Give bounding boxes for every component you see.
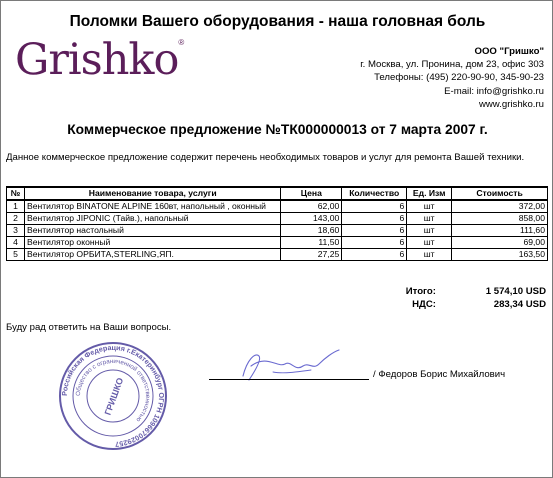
row-quantity: 6 [342, 237, 407, 249]
company-name: ООО "Гришко" [474, 46, 544, 57]
company-info [360, 45, 544, 111]
row-name: Вентилятор JIPONIC (Тайв.), напольный [24, 213, 280, 225]
row-name: Вентилятор BINATONE ALPINE 160вт, напольный , оконный [24, 200, 280, 213]
intro-text: Данное коммерческое предложение содержит перечень необходимых товаров и услуг для ремонта Вашей техники. [6, 152, 525, 163]
stamp-inner-text: Общество с ограниченной ответственностью [74, 357, 152, 424]
row-quantity: 6 [342, 225, 407, 237]
stamp-center-text: ГРИШКО [102, 376, 126, 417]
totals-block [381, 285, 546, 311]
row-quantity: 6 [342, 249, 407, 261]
row-name: Вентилятор настольный [24, 225, 280, 237]
row-number: 5 [7, 249, 25, 261]
signer-name: / Федоров Борис Михайлович [373, 369, 506, 380]
table-row [7, 200, 548, 213]
row-quantity: 6 [342, 213, 407, 225]
header-sum: Стоимость [452, 187, 548, 200]
grishko-logo [15, 35, 185, 85]
row-sum: 858,00 [452, 213, 548, 225]
header-unit: Ед. Изм [407, 187, 452, 200]
row-price: 143,00 [281, 213, 342, 225]
offer-title: Коммерческое предложение №ТК000000013 от 7 марта 2007 г. [67, 122, 488, 137]
table-row [7, 249, 548, 261]
company-stamp [57, 340, 169, 452]
row-sum: 69,00 [452, 237, 548, 249]
total-label: Итого: [405, 286, 436, 297]
stamp-outer-text: Российская Федерация г.Екатеринбург ОГРН 1096670029257 [59, 342, 167, 449]
vat-row [381, 298, 546, 311]
row-price: 18,60 [281, 225, 342, 237]
vat-value: 283,34 USD [493, 299, 546, 310]
row-name: Вентилятор оконный [24, 237, 280, 249]
handwritten-signature [233, 346, 343, 386]
row-number: 4 [7, 237, 25, 249]
company-phones: Телефоны: (495) 220-90-90, 345-90-23 [374, 72, 544, 84]
row-number: 1 [7, 200, 25, 213]
signature-line [209, 379, 369, 380]
table-header-row [7, 187, 548, 200]
company-email: E-mail: info@grishko.ru [444, 85, 544, 97]
header-quantity: Количество [342, 187, 407, 200]
row-sum: 111,60 [452, 225, 548, 237]
row-name: Вентилятор ОРБИТА,STERLING,ЯП. [24, 249, 280, 261]
row-price: 11,50 [281, 237, 342, 249]
header-name: Наименование товара, услуги [24, 187, 280, 200]
row-price: 27,25 [281, 249, 342, 261]
row-price: 62,00 [281, 200, 342, 213]
row-number: 3 [7, 225, 25, 237]
total-value: 1 574,10 USD [485, 286, 546, 297]
row-unit: шт [407, 200, 452, 213]
motto-heading: Поломки Вашего оборудования - наша головная боль [69, 13, 486, 30]
items-table [6, 186, 548, 261]
total-row [381, 285, 546, 298]
header-price: Цена [281, 187, 342, 200]
row-number: 2 [7, 213, 25, 225]
row-unit: шт [407, 225, 452, 237]
header-number: № [7, 187, 25, 200]
row-unit: шт [407, 213, 452, 225]
row-sum: 163,50 [452, 249, 548, 261]
vat-label: НДС: [412, 299, 436, 310]
table-row [7, 225, 548, 237]
table-row [7, 237, 548, 249]
company-address: г. Москва, ул. Пронина, дом 23, офис 303 [360, 59, 544, 71]
row-unit: шт [407, 237, 452, 249]
row-sum: 372,00 [452, 200, 548, 213]
table-row [7, 213, 548, 225]
closing-text: Буду рад ответить на Ваши вопросы. [6, 322, 172, 333]
row-quantity: 6 [342, 200, 407, 213]
logo-registered-mark: ® [178, 38, 185, 47]
logo-text: Grishko [15, 35, 179, 85]
row-unit: шт [407, 249, 452, 261]
company-website: www.grishko.ru [478, 98, 544, 110]
